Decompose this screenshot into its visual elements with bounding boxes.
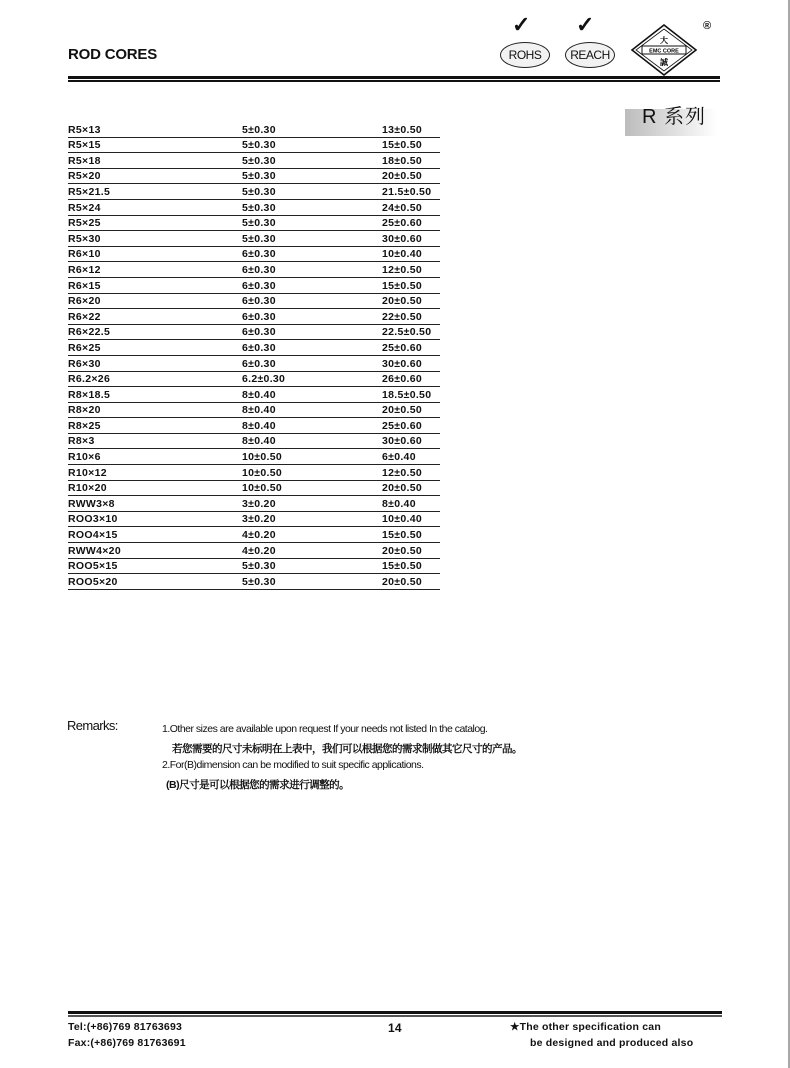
table-row bbox=[68, 262, 440, 278]
diameter-cell: 8±0.40 bbox=[242, 387, 382, 403]
model-cell: ROO4×15 bbox=[68, 527, 242, 543]
logo-bottom-char: 誠 bbox=[660, 58, 668, 67]
model-cell: R5×13 bbox=[68, 122, 242, 137]
reach-badge: REACH bbox=[565, 42, 615, 68]
table-row bbox=[68, 480, 440, 496]
diameter-cell: 5±0.30 bbox=[242, 168, 382, 184]
table-row bbox=[68, 449, 440, 465]
model-cell: ROO5×20 bbox=[68, 574, 242, 590]
model-cell: R6×15 bbox=[68, 277, 242, 293]
length-cell: 15±0.50 bbox=[382, 137, 440, 153]
table-row bbox=[68, 122, 440, 137]
table-row bbox=[68, 402, 440, 418]
length-cell: 18±0.50 bbox=[382, 153, 440, 169]
diameter-cell: 6±0.30 bbox=[242, 340, 382, 356]
table-row bbox=[68, 184, 440, 200]
table-row bbox=[68, 137, 440, 153]
table-row bbox=[68, 340, 440, 356]
rohs-check-icon: ✓ bbox=[512, 12, 531, 37]
model-cell: R6×22 bbox=[68, 309, 242, 325]
length-cell: 15±0.50 bbox=[382, 527, 440, 543]
model-cell: RWW4×20 bbox=[68, 543, 242, 559]
page-number: 14 bbox=[388, 1021, 402, 1035]
remark-2-en: 2.For(B)dimension can be modified to suit specific applications. bbox=[162, 759, 424, 771]
length-cell: 8±0.40 bbox=[382, 496, 440, 512]
model-cell: R5×24 bbox=[68, 199, 242, 215]
remark-2-zh: (B)尺寸是可以根据您的需求进行调整的。 bbox=[166, 779, 350, 791]
model-cell: R5×15 bbox=[68, 137, 242, 153]
table-row bbox=[68, 465, 440, 481]
table-row bbox=[68, 324, 440, 340]
emc-core-logo-icon bbox=[630, 24, 698, 76]
length-cell: 15±0.50 bbox=[382, 277, 440, 293]
table-row bbox=[68, 199, 440, 215]
diameter-cell: 8±0.40 bbox=[242, 433, 382, 449]
diameter-cell: 6±0.30 bbox=[242, 324, 382, 340]
footer-tel: Tel:(+86)769 81763693 bbox=[68, 1021, 183, 1033]
length-cell: 18.5±0.50 bbox=[382, 387, 440, 403]
length-cell: 10±0.40 bbox=[382, 511, 440, 527]
table-row bbox=[68, 574, 440, 590]
model-cell: R8×3 bbox=[68, 433, 242, 449]
table-row bbox=[68, 511, 440, 527]
diameter-cell: 6±0.30 bbox=[242, 293, 382, 309]
length-cell: 20±0.50 bbox=[382, 168, 440, 184]
length-cell: 13±0.50 bbox=[382, 122, 440, 137]
registered-mark-icon: ® bbox=[703, 20, 712, 32]
table-row bbox=[68, 246, 440, 262]
diameter-cell: 5±0.30 bbox=[242, 184, 382, 200]
length-cell: 20±0.50 bbox=[382, 402, 440, 418]
length-cell: 20±0.50 bbox=[382, 293, 440, 309]
table-row bbox=[68, 293, 440, 309]
length-cell: 15±0.50 bbox=[382, 558, 440, 574]
remarks-label: Remarks: bbox=[67, 718, 118, 733]
page-title: ROD CORES bbox=[68, 46, 158, 63]
diameter-cell: 6±0.30 bbox=[242, 262, 382, 278]
footer-note-line2: be designed and produced also bbox=[530, 1037, 694, 1049]
model-cell: R6×30 bbox=[68, 355, 242, 371]
diameter-cell: 5±0.30 bbox=[242, 153, 382, 169]
model-cell: R6×22.5 bbox=[68, 324, 242, 340]
diameter-cell: 5±0.30 bbox=[242, 199, 382, 215]
model-cell: R8×25 bbox=[68, 418, 242, 434]
diameter-cell: 4±0.20 bbox=[242, 543, 382, 559]
table-row bbox=[68, 355, 440, 371]
length-cell: 26±0.60 bbox=[382, 371, 440, 387]
model-cell: R5×25 bbox=[68, 215, 242, 231]
remark-1-zh: 若您需要的尺寸未标明在上表中，我们可以根据您的需求制做其它尺寸的产品。 bbox=[172, 743, 522, 755]
model-cell: R6×12 bbox=[68, 262, 242, 278]
length-cell: 21.5±0.50 bbox=[382, 184, 440, 200]
model-cell: R10×6 bbox=[68, 449, 242, 465]
model-cell: R6×25 bbox=[68, 340, 242, 356]
length-cell: 6±0.40 bbox=[382, 449, 440, 465]
table-row bbox=[68, 277, 440, 293]
table-row bbox=[68, 371, 440, 387]
diameter-cell: 6±0.30 bbox=[242, 309, 382, 325]
table-row bbox=[68, 231, 440, 247]
diameter-cell: 5±0.30 bbox=[242, 122, 382, 137]
model-cell: R5×21.5 bbox=[68, 184, 242, 200]
model-cell: ROO3×10 bbox=[68, 511, 242, 527]
series-label: R 系列 bbox=[642, 106, 706, 128]
table-row bbox=[68, 527, 440, 543]
table-row bbox=[68, 168, 440, 184]
logo-top-char: 大 bbox=[660, 36, 668, 45]
model-cell: R5×20 bbox=[68, 168, 242, 184]
diameter-cell: 5±0.30 bbox=[242, 215, 382, 231]
table-row bbox=[68, 153, 440, 169]
model-cell: R8×20 bbox=[68, 402, 242, 418]
length-cell: 22±0.50 bbox=[382, 309, 440, 325]
length-cell: 30±0.60 bbox=[382, 231, 440, 247]
footer-divider bbox=[68, 1011, 722, 1017]
rohs-badge: ROHS bbox=[500, 42, 550, 68]
model-cell: R5×30 bbox=[68, 231, 242, 247]
diameter-cell: 8±0.40 bbox=[242, 418, 382, 434]
diameter-cell: 6.2±0.30 bbox=[242, 371, 382, 387]
table-row bbox=[68, 215, 440, 231]
table-row bbox=[68, 496, 440, 512]
length-cell: 20±0.50 bbox=[382, 574, 440, 590]
model-cell: R6.2×26 bbox=[68, 371, 242, 387]
length-cell: 30±0.60 bbox=[382, 433, 440, 449]
model-cell: R8×18.5 bbox=[68, 387, 242, 403]
table-row bbox=[68, 418, 440, 434]
length-cell: 25±0.60 bbox=[382, 340, 440, 356]
table-row bbox=[68, 433, 440, 449]
table-row bbox=[68, 543, 440, 559]
model-cell: ROO5×15 bbox=[68, 558, 242, 574]
diameter-cell: 5±0.30 bbox=[242, 558, 382, 574]
length-cell: 25±0.60 bbox=[382, 418, 440, 434]
table-row bbox=[68, 387, 440, 403]
model-cell: R6×10 bbox=[68, 246, 242, 262]
diameter-cell: 5±0.30 bbox=[242, 137, 382, 153]
length-cell: 10±0.40 bbox=[382, 246, 440, 262]
length-cell: 20±0.50 bbox=[382, 543, 440, 559]
length-cell: 12±0.50 bbox=[382, 262, 440, 278]
rod-core-spec-table bbox=[68, 122, 440, 590]
table-row bbox=[68, 558, 440, 574]
length-cell: 25±0.60 bbox=[382, 215, 440, 231]
diameter-cell: 10±0.50 bbox=[242, 465, 382, 481]
model-cell: R6×20 bbox=[68, 293, 242, 309]
diameter-cell: 10±0.50 bbox=[242, 480, 382, 496]
model-cell: R5×18 bbox=[68, 153, 242, 169]
model-cell: R10×12 bbox=[68, 465, 242, 481]
diameter-cell: 6±0.30 bbox=[242, 355, 382, 371]
length-cell: 30±0.60 bbox=[382, 355, 440, 371]
diameter-cell: 8±0.40 bbox=[242, 402, 382, 418]
length-cell: 20±0.50 bbox=[382, 480, 440, 496]
diameter-cell: 6±0.30 bbox=[242, 246, 382, 262]
diameter-cell: 3±0.20 bbox=[242, 496, 382, 512]
diameter-cell: 4±0.20 bbox=[242, 527, 382, 543]
length-cell: 22.5±0.50 bbox=[382, 324, 440, 340]
logo-text: EMC CORE bbox=[649, 48, 679, 55]
remark-1-en: 1.Other sizes are available upon request If your needs not listed In the catalog. bbox=[162, 723, 488, 735]
header-divider bbox=[68, 76, 720, 82]
diameter-cell: 5±0.30 bbox=[242, 231, 382, 247]
diameter-cell: 6±0.30 bbox=[242, 277, 382, 293]
length-cell: 12±0.50 bbox=[382, 465, 440, 481]
model-cell: R10×20 bbox=[68, 480, 242, 496]
footer-fax: Fax:(+86)769 81763691 bbox=[68, 1037, 186, 1049]
table-row bbox=[68, 309, 440, 325]
model-cell: RWW3×8 bbox=[68, 496, 242, 512]
length-cell: 24±0.50 bbox=[382, 199, 440, 215]
footer-note-line1: ★The other specification can bbox=[510, 1021, 661, 1033]
reach-check-icon: ✓ bbox=[576, 12, 595, 37]
diameter-cell: 10±0.50 bbox=[242, 449, 382, 465]
diameter-cell: 5±0.30 bbox=[242, 574, 382, 590]
diameter-cell: 3±0.20 bbox=[242, 511, 382, 527]
